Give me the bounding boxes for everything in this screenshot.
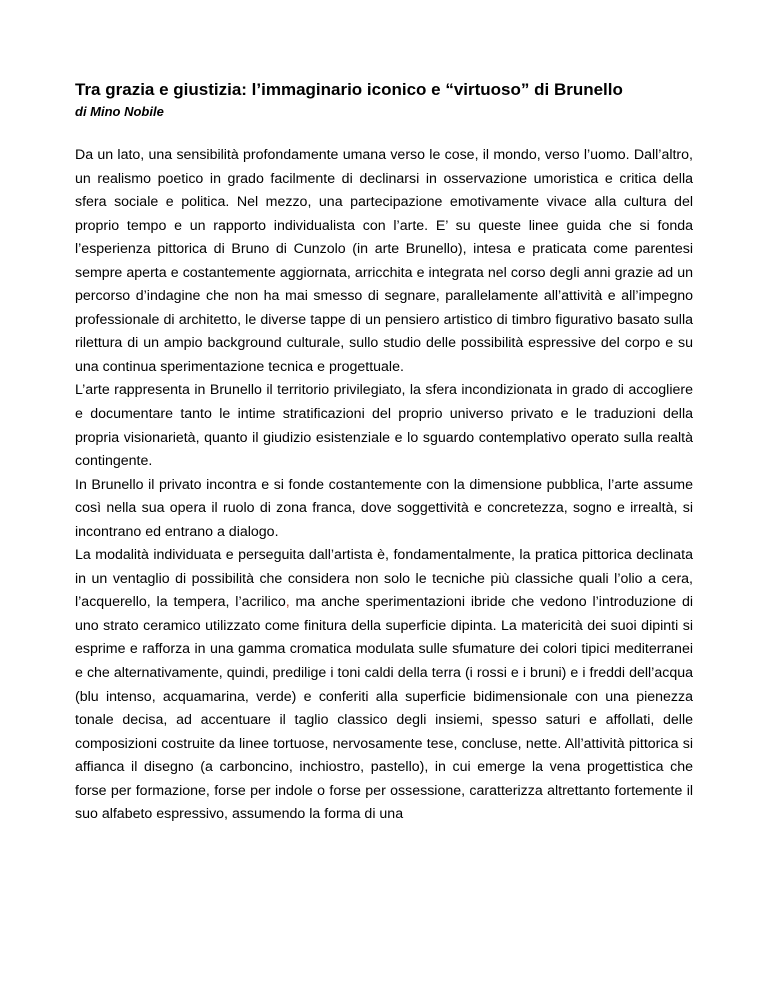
paragraph-4-part-2: ma anche sperimentazioni ibride che vedono l’introduzione di uno strato ceramico utilizzato come finitura della superficie dipinta. La matericità dei suoi dipinti si esprime e rafforza in una gamma cromatica modulata sulle sfumature dei colori tipici mediterranei e che alternativamente, quindi, predilige i toni caldi della terra (i rossi e i bruni) e i freddi dell’acqua (blu intenso, acquamarina, verde) e conferiti alla superficie bidimensionale con una pienezza tonale decisa, ad accentuare il taglio classico degli insiemi, spesso saturi e affollati, delle composizioni costruite da linee tortuose, nervosamente tese, concluse, nette. All’attività pittorica si affianca il disegno (a carboncino, inchiostro, pastello), in cui emerge la vena progettistica che forse per formazione, forse per indole o forse per ossessione, caratterizza altrettanto fortemente il suo alfabeto espressivo, assumendo la forma di una xyxy=(75,594,693,823)
paragraph-1: Da un lato, una sensibilità profondamente umana verso le cose, il mondo, verso l’uomo. Dall’altro, un realismo poetico in grado facilmente di declinarsi in osservazione umoristica e critica della sfera sociale e politica. Nel mezzo, una partecipazione emotivamente vivace alla cultura del proprio tempo e un rapporto individualista con l’arte. E’ su queste linee guida che si fonda l’esperienza pittorica di Bruno di Cunzolo (in arte Brunello), intesa e praticata come parentesi sempre aperta e costantemente aggiornata, arricchita e integrata nel corso degli anni grazie ad un percorso d’indagine che non ha mai smesso di segnare, parallelamente all’attività e all’impegno professionale di architetto, le diverse tappe di un pensiero artistico di timbro figurativo basato sulla rilettura di un ampio background culturale, sullo studio delle possibilità espressive del corpo e su una continua sperimentazione tecnica e progettuale. xyxy=(75,147,693,375)
document-page xyxy=(75,80,693,827)
paragraph-3: In Brunello il privato incontra e si fonde costantemente con la dimensione pubblica, l’arte assume così nella sua opera il ruolo di zona franca, dove soggettività e concretezza, sogno e irrealtà, si incontrano ed entrano a dialogo. xyxy=(75,476,693,540)
article-author: di Mino Nobile xyxy=(75,104,164,119)
paragraph-4-part-1: La modalità individuata e perseguita dall’artista è, fondamentalmente, la pratica pittorica declinata in un ventaglio di possibilità che considera non solo le tecniche più classiche quali l’olio a cera, l’acquerello, la tempera, l’acrilico xyxy=(75,547,693,611)
article-title: Tra grazia e giustizia: l’immaginario iconico e “virtuoso” di Brunello xyxy=(75,80,623,99)
paragraph-4 xyxy=(75,544,693,827)
paragraph-2: L’arte rappresenta in Brunello il territorio privilegiato, la sfera incondizionata in grado di accogliere e documentare tanto le intime stratificazioni del proprio universo privato e le traduzioni della propria visionarietà, quanto il giudizio esistenziale e lo sguardo contemplativo operato sulla realtà contingente. xyxy=(75,382,693,470)
highlighted-comma: , xyxy=(285,594,290,611)
